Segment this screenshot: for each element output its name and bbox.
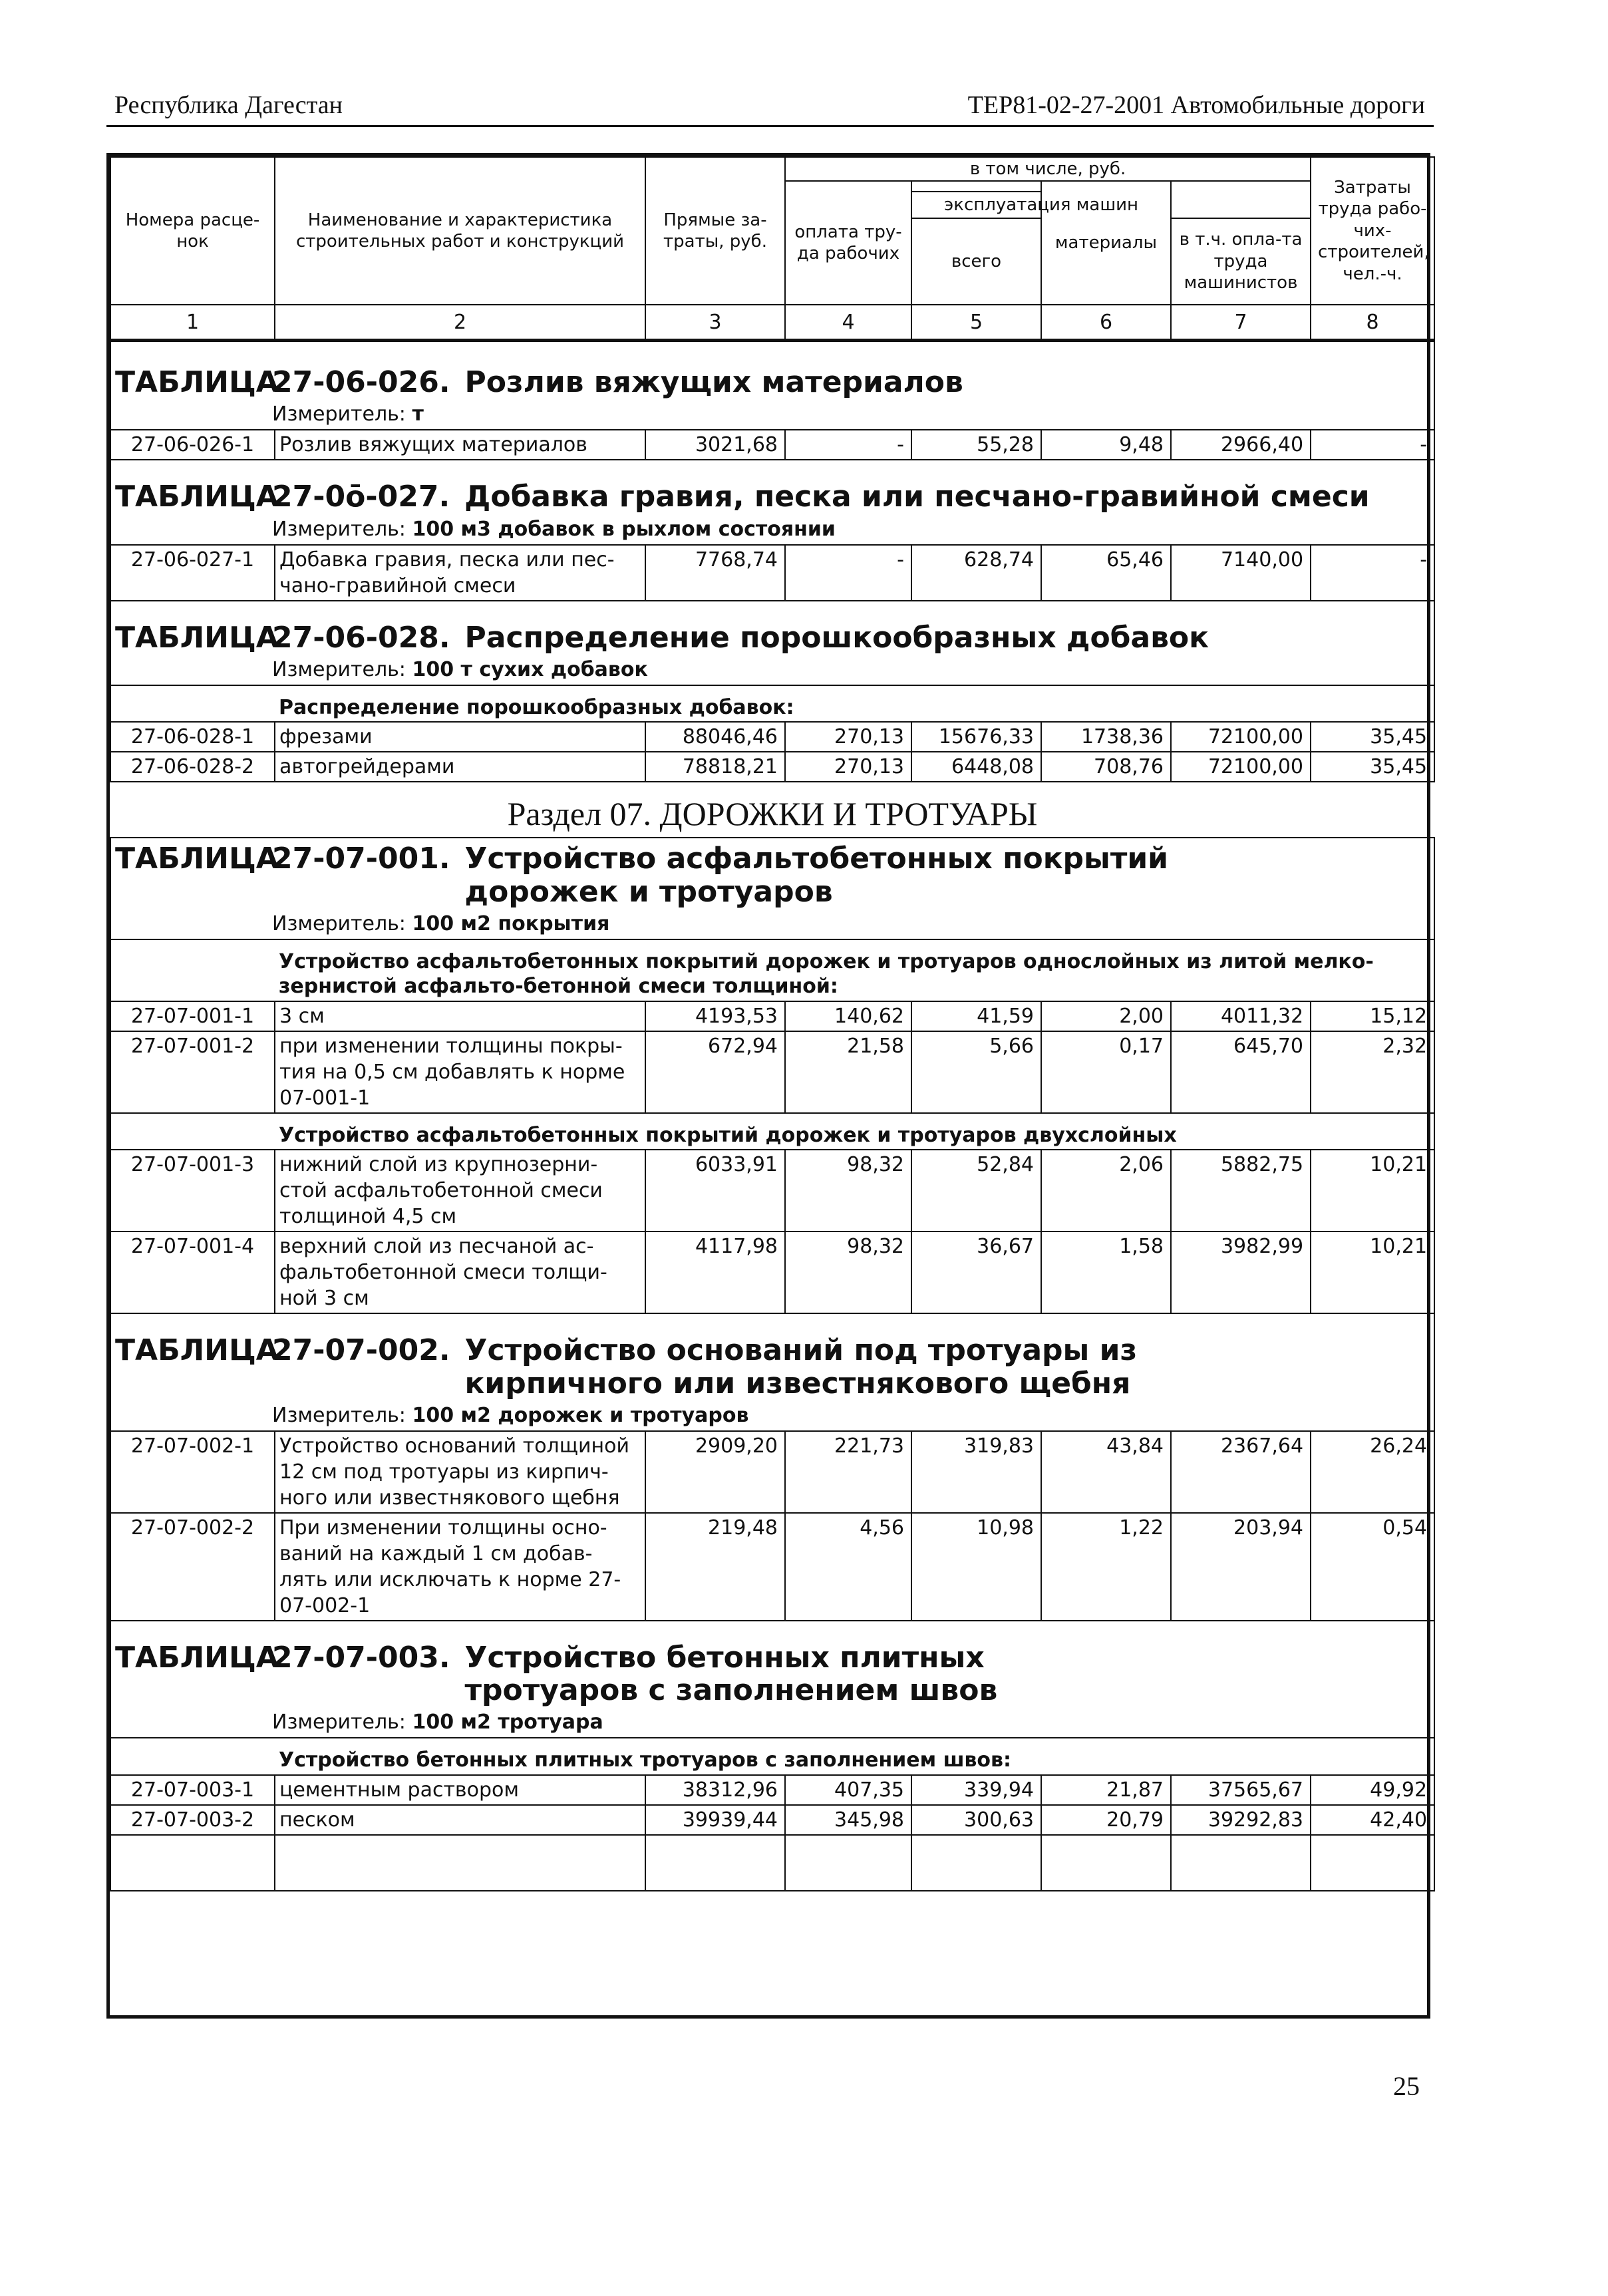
machinist-pay: 20,79: [1041, 1805, 1171, 1835]
machines-cost: 6448,08: [911, 752, 1041, 782]
table-label: ТАБЛИЦА: [115, 620, 279, 655]
table-row: [110, 1031, 1434, 1113]
materials-cost: 3982,99: [1171, 1231, 1311, 1313]
rate-name: цементным раствором: [275, 1775, 645, 1805]
col-number: 4: [785, 305, 911, 341]
materials-cost: 37565,67: [1171, 1775, 1311, 1805]
table-row: [110, 545, 1434, 601]
subheader-row: [110, 939, 1434, 1001]
rate-code: 27-07-001-3: [110, 1150, 275, 1231]
header-rule: [106, 125, 1434, 127]
table-row: [110, 1150, 1434, 1231]
col-header-machinist-pay: в т.ч. опла-та труда машинистов: [1171, 218, 1311, 305]
table-title: [115, 480, 1427, 513]
materials-cost: 7140,00: [1171, 545, 1311, 601]
direct-cost: 4193,53: [645, 1001, 785, 1031]
table-number: 27-07-003.: [272, 1640, 450, 1675]
machinist-pay: 65,46: [1041, 545, 1171, 601]
materials-cost: 39292,83: [1171, 1805, 1311, 1835]
labor-pay: 98,32: [785, 1150, 911, 1231]
direct-cost: 39939,44: [645, 1805, 785, 1835]
col-header-including: в том числе, руб.: [785, 157, 1311, 181]
table-title-row: [110, 838, 1434, 939]
table-row: [110, 430, 1434, 460]
rate-code: 27-07-003-2: [110, 1805, 275, 1835]
section-heading-row: [110, 782, 1434, 838]
col-header-direct: Прямые за-траты, руб.: [645, 157, 785, 305]
table-label: ТАБЛИЦА: [115, 365, 279, 399]
direct-cost: 4117,98: [645, 1231, 785, 1313]
machines-cost: 339,94: [911, 1775, 1041, 1805]
rate-code: 27-07-002-2: [110, 1513, 275, 1621]
running-header-region: Республика Дагестан: [114, 91, 343, 119]
section-heading: Раздел 07. ДОРОЖКИ И ТРОТУАРЫ: [110, 782, 1434, 838]
labor-hours: -: [1311, 545, 1434, 601]
table-meter: Измеритель: 100 м3 добавок в рыхлом состоянии: [272, 517, 836, 541]
table-meter: Измеритель: т: [272, 403, 424, 426]
labor-hours: -: [1311, 430, 1434, 460]
table-title-row: [110, 341, 1434, 430]
machines-cost: 628,74: [911, 545, 1041, 601]
empty-row: [110, 1835, 1434, 1891]
col-header-labor-pay: оплата тру-да рабочих: [785, 181, 911, 305]
machines-cost: 10,98: [911, 1513, 1041, 1621]
rate-code: 27-07-002-1: [110, 1431, 275, 1513]
rate-name: 3 см: [275, 1001, 645, 1031]
table-label: ТАБЛИЦА: [115, 1333, 279, 1368]
rates-table: [110, 156, 1435, 1891]
table-meter: Измеритель: 100 м2 тротуара: [272, 1711, 603, 1734]
labor-pay: 407,35: [785, 1775, 911, 1805]
rate-name: Устройство оснований толщиной 12 см под тротуары из кирпич-ного или известнякового щебня: [275, 1431, 645, 1513]
table-title-row: [110, 460, 1434, 544]
table-row: [110, 752, 1434, 782]
rate-name: фрезами: [275, 722, 645, 752]
table-title: [115, 1641, 1427, 1707]
rate-name: при изменении толщины покры-тия на 0,5 см добавлять к норме 07-001-1: [275, 1031, 645, 1113]
machinist-pay: 1738,36: [1041, 722, 1171, 752]
machines-cost: 5,66: [911, 1031, 1041, 1113]
machinist-pay: 9,48: [1041, 430, 1171, 460]
machinist-pay: 708,76: [1041, 752, 1171, 782]
table-name: Розлив вяжущих материалов: [464, 365, 963, 399]
labor-hours: 35,45: [1311, 752, 1434, 782]
table-subheader: Распределение порошкообразных добавок:: [275, 685, 1434, 723]
machines-cost: 55,28: [911, 430, 1041, 460]
table-title: [115, 1334, 1427, 1400]
col-number: 5: [911, 305, 1041, 341]
direct-cost: 219,48: [645, 1513, 785, 1621]
rate-code: 27-06-028-1: [110, 722, 275, 752]
rate-code: 27-07-001-1: [110, 1001, 275, 1031]
materials-cost: 72100,00: [1171, 752, 1311, 782]
materials-cost: 72100,00: [1171, 722, 1311, 752]
table-number: 27-07-001.: [272, 842, 450, 876]
rate-name: Добавка гравия, песка или пес-чано-гравийной смеси: [275, 545, 645, 601]
direct-cost: 2909,20: [645, 1431, 785, 1513]
rate-name: автогрейдерами: [275, 752, 645, 782]
rate-code: 27-06-027-1: [110, 545, 275, 601]
direct-cost: 88046,46: [645, 722, 785, 752]
table-row: [110, 1805, 1434, 1835]
labor-hours: 10,21: [1311, 1231, 1434, 1313]
col-header-materials: материалы: [1041, 181, 1171, 305]
table-row: [110, 1513, 1434, 1621]
table-label: ТАБЛИЦА: [115, 1640, 279, 1675]
labor-pay: 270,13: [785, 752, 911, 782]
table-row: [110, 722, 1434, 752]
labor-hours: 2,32: [1311, 1031, 1434, 1113]
rate-name: верхний слой из песчаной ас-фальтобетонной смеси толщи-ной 3 см: [275, 1231, 645, 1313]
machines-cost: 52,84: [911, 1150, 1041, 1231]
table-name: Распределение порошкообразных добавок: [464, 620, 1209, 655]
running-header-document: ТЕР81-02-27-2001 Автомобильные дороги: [967, 91, 1425, 119]
direct-cost: 7768,74: [645, 545, 785, 601]
table-title: [115, 366, 1427, 399]
table-row: [110, 1775, 1434, 1805]
col-number: 2: [275, 305, 645, 341]
materials-cost: 4011,32: [1171, 1001, 1311, 1031]
direct-cost: 672,94: [645, 1031, 785, 1113]
labor-hours: 15,12: [1311, 1001, 1434, 1031]
table-number: 27-0ō-027.: [272, 480, 450, 514]
table-title: [115, 842, 1427, 908]
subheader-row: [110, 1738, 1434, 1775]
labor-hours: 0,54: [1311, 1513, 1434, 1621]
machinist-pay: 1,22: [1041, 1513, 1171, 1621]
machinist-pay: 21,87: [1041, 1775, 1171, 1805]
labor-pay: 345,98: [785, 1805, 911, 1835]
rate-code: 27-07-001-2: [110, 1031, 275, 1113]
table-meter: Измеритель: 100 м2 покрытия: [272, 911, 610, 935]
direct-cost: 78818,21: [645, 752, 785, 782]
machines-cost: 15676,33: [911, 722, 1041, 752]
labor-pay: 98,32: [785, 1231, 911, 1313]
labor-pay: 270,13: [785, 722, 911, 752]
materials-cost: 645,70: [1171, 1031, 1311, 1113]
machines-cost: 41,59: [911, 1001, 1041, 1031]
table-name: Добавка гравия, песка или песчано-гравийной смеси: [464, 480, 1370, 514]
table-label: ТАБЛИЦА: [115, 842, 279, 876]
labor-pay: 140,62: [785, 1001, 911, 1031]
labor-pay: 4,56: [785, 1513, 911, 1621]
table-title-row: [110, 1313, 1434, 1431]
labor-hours: 35,45: [1311, 722, 1434, 752]
table-meter: Измеритель: 100 т сухих добавок: [272, 657, 648, 681]
col-header-name: Наименование и характеристика строительных работ и конструкций: [275, 157, 645, 305]
col-number: 7: [1171, 305, 1311, 341]
table-title: [115, 621, 1427, 654]
col-header-labor-hours: Затраты труда рабо-чих-строителей, чел.-ч.: [1311, 157, 1434, 305]
labor-pay: 221,73: [785, 1431, 911, 1513]
materials-cost: 2367,64: [1171, 1431, 1311, 1513]
machines-cost: 300,63: [911, 1805, 1041, 1835]
direct-cost: 3021,68: [645, 430, 785, 460]
direct-cost: 6033,91: [645, 1150, 785, 1231]
table-name: Устройство бетонных плитных тротуаров с заполнением швов: [464, 1640, 998, 1708]
rate-name: нижний слой из крупнозерни-стой асфальтобетонной смеси толщиной 4,5 см: [275, 1150, 645, 1231]
col-header-code: Номера расце-нок: [110, 157, 275, 305]
table-number: 27-07-002.: [272, 1333, 450, 1368]
table-subheader: Устройство асфальтобетонных покрытий дорожек и тротуаров двухслойных: [275, 1113, 1434, 1150]
col-header-machines: эксплуатация машин: [911, 192, 1171, 218]
table-label: ТАБЛИЦА: [115, 480, 279, 514]
labor-hours: 49,92: [1311, 1775, 1434, 1805]
rate-name: Розлив вяжущих материалов: [275, 430, 645, 460]
col-number: 1: [110, 305, 275, 341]
table-subheader: Устройство бетонных плитных тротуаров с заполнением швов:: [275, 1738, 1434, 1775]
machinist-pay: 43,84: [1041, 1431, 1171, 1513]
table-row: [110, 1431, 1434, 1513]
labor-pay: -: [785, 430, 911, 460]
materials-cost: 2966,40: [1171, 430, 1311, 460]
table-meter: Измеритель: 100 м2 дорожек и тротуаров: [272, 1403, 749, 1427]
table-title-row: [110, 601, 1434, 685]
column-header-row-1: [110, 157, 1434, 181]
machinist-pay: 0,17: [1041, 1031, 1171, 1113]
machines-cost: 36,67: [911, 1231, 1041, 1313]
page-number: 25: [1393, 2071, 1420, 2101]
column-number-row: [110, 305, 1434, 341]
labor-hours: 42,40: [1311, 1805, 1434, 1835]
table-name: Устройство оснований под тротуары из кирпичного или известнякового щебня: [464, 1333, 1138, 1400]
rates-sheet: [106, 153, 1430, 2019]
table-row: [110, 1001, 1434, 1031]
table-row: [110, 1231, 1434, 1313]
col-number: 3: [645, 305, 785, 341]
subheader-row: [110, 685, 1434, 723]
machinist-pay: 2,00: [1041, 1001, 1171, 1031]
machinist-pay: 2,06: [1041, 1150, 1171, 1231]
col-number: 8: [1311, 305, 1434, 341]
table-number: 27-06-028.: [272, 620, 450, 655]
materials-cost: 5882,75: [1171, 1150, 1311, 1231]
table-name: Устройство асфальтобетонных покрытий дорожек и тротуаров: [464, 842, 1169, 909]
table-title-row: [110, 1621, 1434, 1738]
labor-hours: 26,24: [1311, 1431, 1434, 1513]
subheader-row: [110, 1113, 1434, 1150]
rate-name: песком: [275, 1805, 645, 1835]
direct-cost: 38312,96: [645, 1775, 785, 1805]
table-subheader: Устройство асфальтобетонных покрытий дорожек и тротуаров однослойных из литой мелко-зернистой асфальто-бетонной смеси толщиной:: [275, 939, 1434, 1001]
col-number: 6: [1041, 305, 1171, 341]
labor-hours: 10,21: [1311, 1150, 1434, 1231]
rate-code: 27-06-026-1: [110, 430, 275, 460]
machinist-pay: 1,58: [1041, 1231, 1171, 1313]
materials-cost: 203,94: [1171, 1513, 1311, 1621]
rate-code: 27-07-001-4: [110, 1231, 275, 1313]
rate-code: 27-07-003-1: [110, 1775, 275, 1805]
rate-code: 27-06-028-2: [110, 752, 275, 782]
machines-cost: 319,83: [911, 1431, 1041, 1513]
col-header-machines-total: всего: [911, 218, 1041, 305]
table-number: 27-06-026.: [272, 365, 450, 399]
labor-pay: 21,58: [785, 1031, 911, 1113]
rate-name: При изменении толщины осно-ваний на каждый 1 см добав-лять или исключать к норме 27-07-002-1: [275, 1513, 645, 1621]
labor-pay: -: [785, 545, 911, 601]
